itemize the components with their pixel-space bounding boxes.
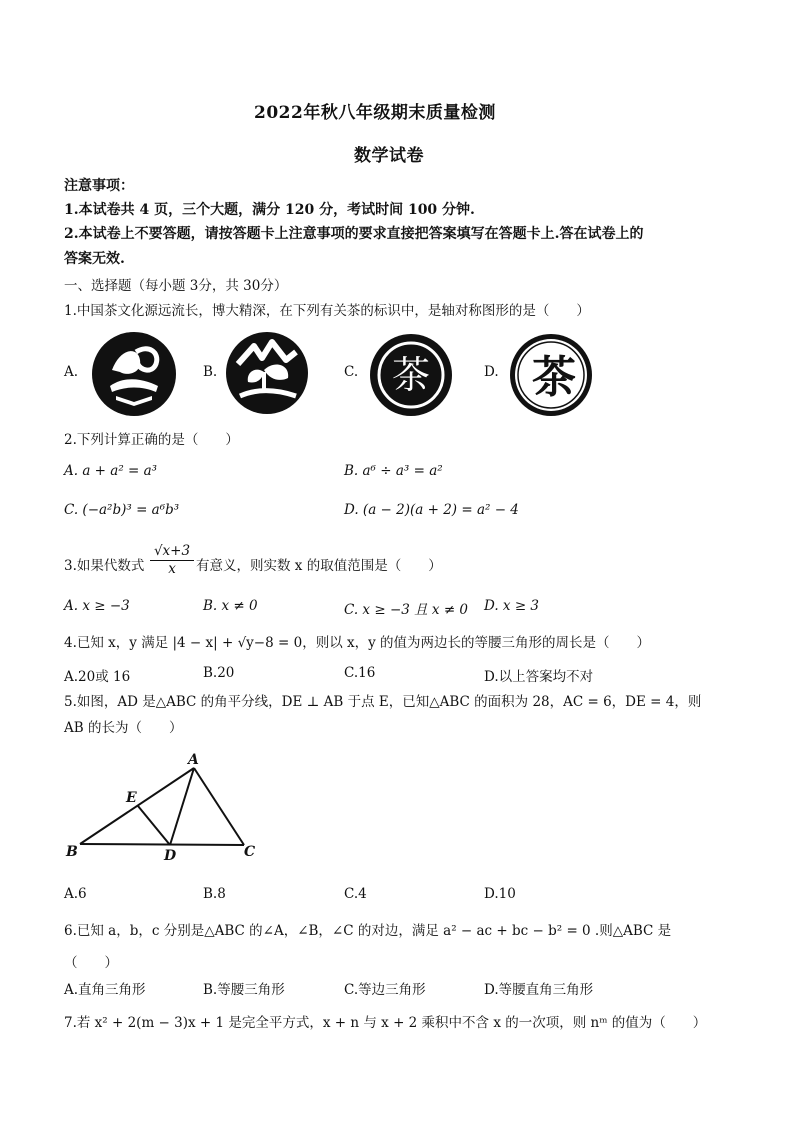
q5-option-a: A.6: [64, 886, 87, 902]
q3-option-c: C. x ≥ −3 且 x ≠ 0: [344, 602, 469, 618]
q4-option-a: A.20或 16: [64, 669, 131, 685]
page-title: 2022年秋八年级期末质量检测: [254, 103, 496, 123]
question-7-stem: 7.若 x² + 2(m − 3)x + 1 是完全平方式，x + n 与 x + 2 乘积中不含 x 的一次项，则 nᵐ 的值为（ ）: [64, 1015, 707, 1031]
q2-option-c: C. (−a²b)³ = a⁶b³: [64, 502, 180, 518]
q4-option-b: B.20: [203, 665, 235, 681]
vertex-a-label: A: [188, 752, 199, 768]
q2-option-b: B. a⁶ ÷ a³ = a²: [344, 463, 443, 479]
vertex-b-label: B: [66, 844, 78, 860]
tea-logo-a-icon: [90, 330, 178, 418]
tea-logo-d-icon: [508, 332, 594, 418]
question-3-stem-post: 有意义，则实数 x 的取值范围是（ ）: [196, 558, 442, 574]
notes-item-2: 2.本试卷上不要答题，请按答题卡上注意事项的要求直接把答案填写在答题卡上.答在试卷上的: [64, 226, 644, 242]
q5-option-b: B.8: [203, 886, 226, 902]
question-2-stem: 2.下列计算正确的是（ ）: [64, 432, 239, 448]
q3-option-d: D. x ≥ 3: [484, 598, 540, 614]
logo-c-character: 茶: [391, 353, 431, 397]
q6-option-d: D.等腰直角三角形: [484, 982, 594, 998]
vertex-e-label: E: [126, 790, 137, 806]
question-6-stem-cont: （ ）: [64, 955, 118, 971]
q4-option-c: C.16: [344, 665, 376, 681]
notes-item-2-cont: 答案无效.: [64, 251, 125, 267]
q5-option-c: C.4: [344, 886, 367, 902]
question-3-stem-pre: 3.如果代数式: [64, 558, 145, 574]
q2-option-a: A. a + a² = a³: [64, 463, 158, 479]
q2-option-d: D. (a − 2)(a + 2) = a² − 4: [344, 502, 519, 518]
q3-option-a: A. x ≥ −3: [64, 598, 130, 614]
q1-option-a-label: A.: [64, 364, 79, 380]
q1-option-c-label: C.: [344, 364, 359, 380]
vertex-c-label: C: [244, 844, 256, 860]
q6-option-a: A.直角三角形: [64, 982, 146, 998]
tea-logo-b-icon: [224, 330, 310, 416]
tea-logo-c-icon: [368, 332, 454, 418]
question-1-stem: 1.中国茶文化源远流长，博大精深，在下列有关茶的标识中，是轴对称图形的是（ ）: [64, 303, 590, 319]
q3-option-b: B. x ≠ 0: [203, 598, 258, 614]
question-5-stem-cont: AB 的长为（ ）: [64, 720, 183, 736]
triangle-figure: [60, 748, 270, 863]
q1-option-b-label: B.: [203, 364, 218, 380]
q4-option-d: D.以上答案均不对: [484, 669, 594, 685]
q6-option-c: C.等边三角形: [344, 982, 426, 998]
q3-fraction: [150, 543, 194, 577]
notes-item-1: 1.本试卷共 4 页，三个大题，满分 120 分，考试时间 100 分钟.: [64, 202, 475, 218]
vertex-d-label: D: [164, 848, 177, 863]
q5-option-d: D.10: [484, 886, 516, 902]
q3-numerator: √x+3: [150, 543, 194, 561]
page-subtitle: 数学试卷: [354, 146, 424, 166]
logo-d-character: 茶: [532, 352, 576, 403]
question-6-stem: 6.已知 a，b，c 分别是△ABC 的∠A，∠B，∠C 的对边，满足 a² − ac + bc − b² = 0 .则△ABC 是: [64, 923, 672, 939]
question-4-stem: 4.已知 x，y 满足 |4 − x| + √y−8 = 0，则以 x，y 的值为两边长的等腰三角形的周长是（ ）: [64, 635, 651, 651]
q3-denominator: x: [168, 561, 176, 577]
q6-option-b: B.等腰三角形: [203, 982, 285, 998]
q1-option-d-label: D.: [484, 364, 499, 380]
section-heading: 一、选择题（每小题 3分，共 30分）: [64, 278, 288, 294]
question-5-stem: 5.如图，AD 是△ABC 的角平分线，DE ⊥ AB 于点 E，已知△ABC 的面积为 28，AC = 6，DE = 4，则: [64, 694, 702, 710]
notes-heading: 注意事项：: [64, 178, 134, 194]
